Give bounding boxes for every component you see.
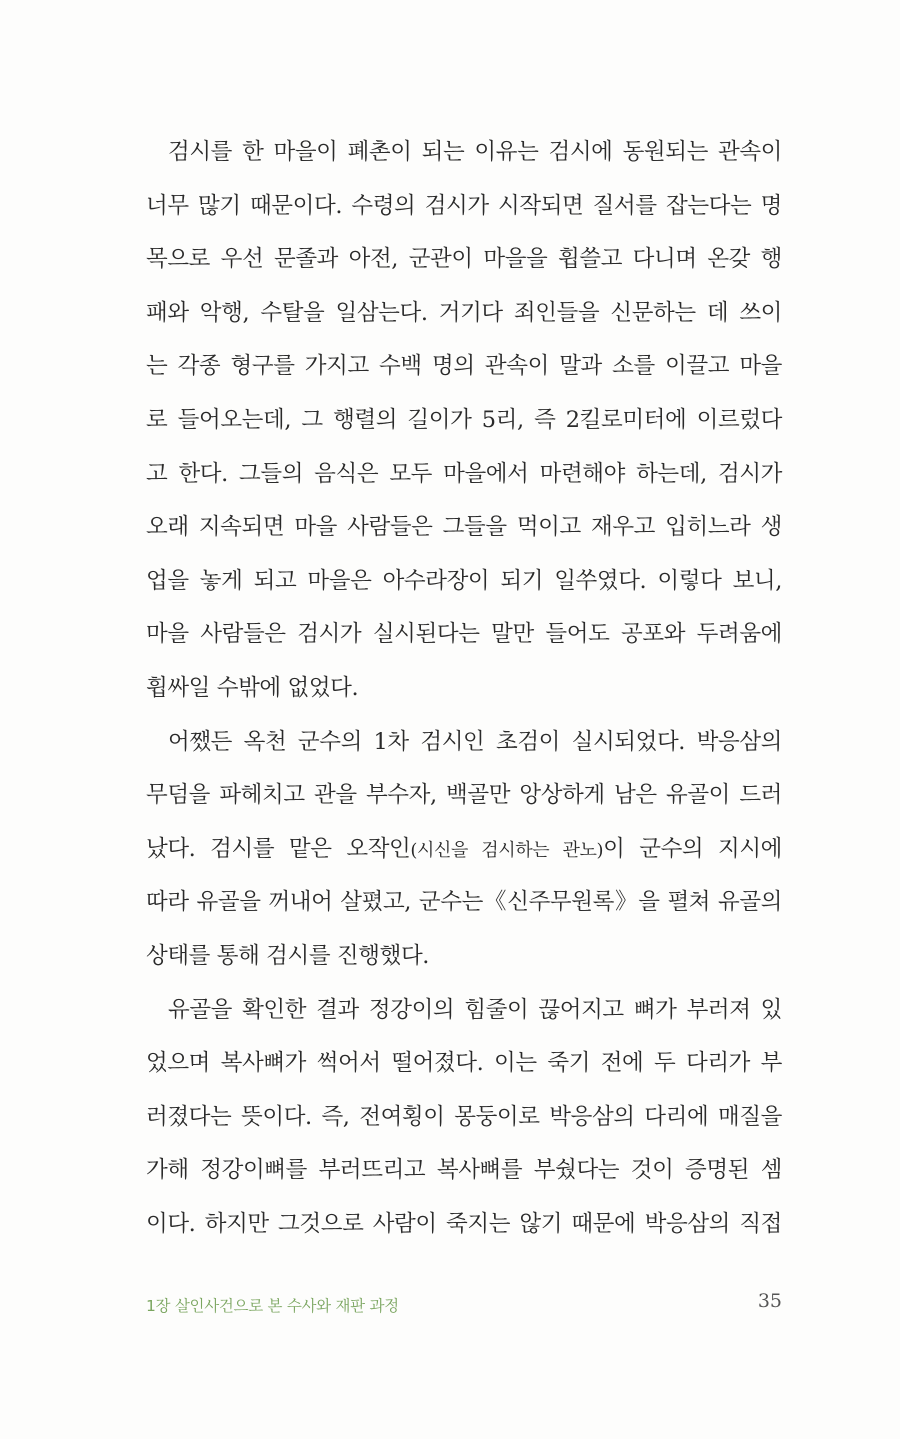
page-number: 35 bbox=[757, 1290, 782, 1312]
paragraph-1 bbox=[146, 126, 782, 716]
text-line: 검시를 한 마을이 폐촌이 되는 이유는 검시에 동원되는 관속이 bbox=[168, 139, 782, 165]
text-line: 패와 악행, 수탈을 일삼는다. 거기다 죄인들을 신문하는 데 쓰이 bbox=[146, 299, 782, 326]
inline-note: (시신을 검시하는 관노) bbox=[410, 839, 604, 861]
text-line: 고 한다. 그들의 음식은 모두 마을에서 마련해야 하는데, 검시가 bbox=[146, 460, 782, 487]
text-line: 로 들어오는데, 그 행렬의 길이가 5리, 즉 2킬로미터에 이르렀다 bbox=[146, 406, 782, 433]
text-line: 유골을 확인한 결과 정강이의 힘줄이 끊어지고 뼈가 부러져 있 bbox=[168, 996, 782, 1023]
text-fragment: 났다. 검시를 맡은 오작인 bbox=[146, 835, 411, 862]
text-line: 러졌다는 뜻이다. 즉, 전여횡이 몽둥이로 박응삼의 다리에 매질을 bbox=[146, 1103, 782, 1130]
text-line: 오래 지속되면 마을 사람들은 그들을 먹이고 재우고 입히느라 생 bbox=[146, 514, 782, 541]
footer-chapter-title: 1장 살인사건으로 본 수사와 재판 과정 bbox=[146, 1297, 399, 1315]
text-line: 따라 유골을 꺼내어 살폈고, 군수는《신주무원록》을 펼쳐 유골의 bbox=[146, 889, 782, 916]
text-line: 무덤을 파헤치고 관을 부수자, 백골만 앙상하게 남은 유골이 드러 bbox=[146, 782, 782, 809]
text-line: 휩싸일 수밖에 없었다. bbox=[146, 674, 359, 701]
paragraph-3 bbox=[146, 984, 782, 1252]
text-line: 마을 사람들은 검시가 실시된다는 말만 들어도 공포와 두려움에 bbox=[146, 621, 782, 648]
text-line: 상태를 통해 검시를 진행했다. bbox=[146, 942, 430, 969]
text-line: 는 각종 형구를 가지고 수백 명의 관속이 말과 소를 이끌고 마을 bbox=[146, 353, 782, 380]
text-line: 업을 놓게 되고 마을은 아수라장이 되기 일쑤였다. 이렇다 보니, bbox=[146, 567, 782, 594]
text-line: 어쨌든 옥천 군수의 1차 검시인 초검이 실시되었다. 박응삼의 bbox=[168, 728, 782, 755]
text-line: 너무 많기 때문이다. 수령의 검시가 시작되면 질서를 잡는다는 명 bbox=[146, 192, 782, 219]
body-text bbox=[146, 126, 782, 1251]
text-fragment: 이 군수의 지시에 bbox=[603, 835, 782, 862]
paragraph-2 bbox=[146, 716, 782, 984]
text-line: 었으며 복사뼈가 썩어서 떨어졌다. 이는 죽기 전에 두 다리가 부 bbox=[146, 1050, 782, 1077]
text-line: 가해 정강이뼈를 부러뜨리고 복사뼈를 부쉈다는 것이 증명된 셈 bbox=[146, 1157, 782, 1184]
text-line: 이다. 하지만 그것으로 사람이 죽지는 않기 때문에 박응삼의 직접 bbox=[146, 1210, 782, 1237]
text-line-with-note bbox=[146, 823, 782, 877]
text-line: 목으로 우선 문졸과 아전, 군관이 마을을 휩쓸고 다니며 온갖 행 bbox=[146, 246, 782, 273]
